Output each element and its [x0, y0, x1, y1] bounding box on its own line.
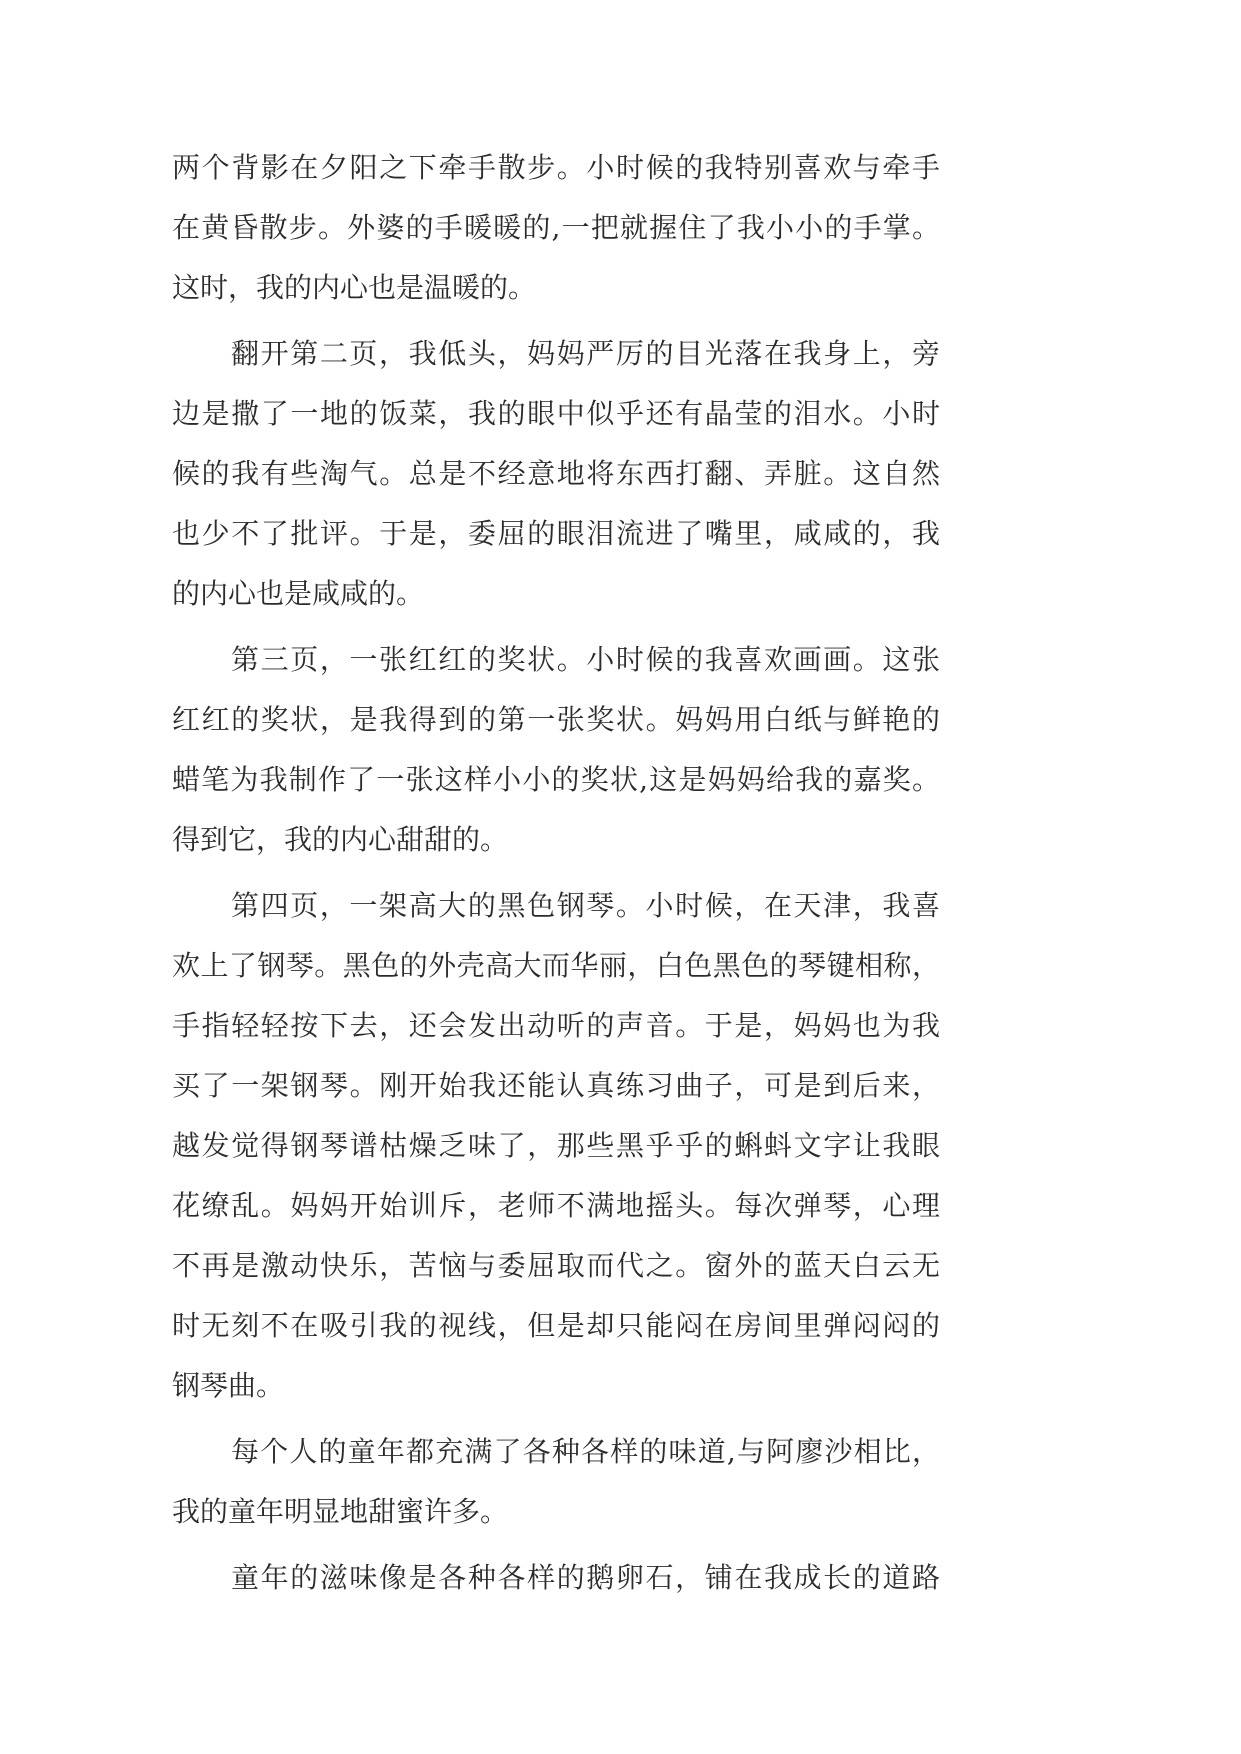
paragraph [172, 630, 940, 870]
text-line: 越发觉得钢琴谱枯燥乏味了，那些黑乎乎的蝌蚪文字让我眼 [172, 1129, 940, 1162]
text-line: 花缭乱。妈妈开始训斥，老师不满地摇头。每次弹琴，心理 [172, 1189, 940, 1222]
text-line: 第三页，一张红红的奖状。小时候的我喜欢画画。这张 [231, 643, 940, 676]
text-line: 也少不了批评。于是，委屈的眼泪流进了嘴里，咸咸的，我 [172, 517, 940, 550]
text-line: 第四页，一架高大的黑色钢琴。小时候，在天津，我喜 [231, 889, 940, 922]
document-body [172, 138, 940, 1614]
paragraph [172, 1548, 940, 1608]
text-line: 红红的奖状，是我得到的第一张奖状。妈妈用白纸与鲜艳的 [172, 703, 940, 736]
paragraph [172, 138, 940, 318]
text-line: 蜡笔为我制作了一张这样小小的奖状,这是妈妈给我的嘉奖。 [172, 763, 940, 796]
text-line: 欢上了钢琴。黑色的外壳高大而华丽，白色黑色的琴键相称， [172, 949, 940, 982]
text-line: 钢琴曲。 [172, 1369, 285, 1402]
text-line: 边是撒了一地的饭菜，我的眼中似乎还有晶莹的泪水。小时 [172, 397, 940, 430]
text-line: 候的我有些淘气。总是不经意地将东西打翻、弄脏。这自然 [172, 457, 940, 490]
text-line: 每个人的童年都充满了各种各样的味道,与阿廖沙相比， [231, 1435, 940, 1468]
text-line: 我的童年明显地甜蜜许多。 [172, 1495, 509, 1528]
text-line: 童年的滋味像是各种各样的鹅卵石，铺在我成长的道路 [231, 1561, 940, 1594]
text-line: 在黄昏散步。外婆的手暖暖的,一把就握住了我小小的手掌。 [172, 211, 940, 244]
text-line: 时无刻不在吸引我的视线，但是却只能闷在房间里弹闷闷的 [172, 1309, 940, 1342]
text-line: 这时，我的内心也是温暖的。 [172, 271, 537, 304]
paragraph [172, 324, 940, 624]
text-line: 手指轻轻按下去，还会发出动听的声音。于是，妈妈也为我 [172, 1009, 940, 1042]
text-line: 得到它，我的内心甜甜的。 [172, 823, 509, 856]
text-line: 翻开第二页，我低头，妈妈严厉的目光落在我身上，旁 [231, 337, 940, 370]
text-line: 不再是激动快乐，苦恼与委屈取而代之。窗外的蓝天白云无 [172, 1249, 940, 1282]
text-line: 买了一架钢琴。刚开始我还能认真练习曲子，可是到后来， [172, 1069, 940, 1102]
paragraph [172, 1422, 940, 1542]
paragraph [172, 876, 940, 1416]
text-line: 的内心也是咸咸的。 [172, 577, 425, 610]
text-line: 两个背影在夕阳之下牵手散步。小时候的我特别喜欢与牵手 [172, 151, 940, 184]
